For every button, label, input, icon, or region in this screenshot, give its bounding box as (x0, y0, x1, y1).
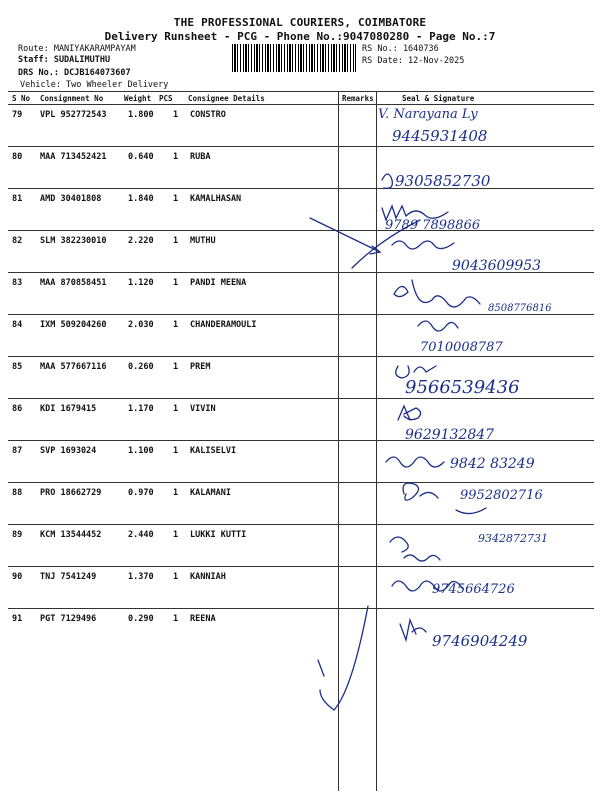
row-weight: 1.100 (128, 446, 154, 456)
row-consignee: KANNIAH (190, 572, 226, 582)
handwritten-phone: 9746904249 (432, 632, 528, 650)
row-weight: 0.260 (128, 362, 154, 372)
handwritten-phone: 9745664726 (432, 582, 515, 597)
row-weight: 1.170 (128, 404, 154, 414)
row-consignment: IXM 509204260 (40, 320, 107, 330)
col-seal: Seal & Signature (402, 94, 475, 103)
row-consignment: TNJ 7541249 (40, 572, 97, 582)
signature-scribble (400, 620, 426, 640)
row-consignment: PRO 18662729 (40, 488, 102, 498)
handwritten-phone: 9566539436 (405, 377, 520, 398)
row-pcs: 1 (173, 404, 179, 414)
row-sno: 91 (12, 614, 23, 624)
row-weight: 1.800 (128, 110, 154, 120)
handwritten-phone: 8508776816 (488, 303, 552, 314)
handwritten-phone: 9789 7898866 (385, 218, 481, 233)
col-consignee: Consignee Details (188, 94, 265, 103)
rs-date: RS Date: 12-Nov-2025 (362, 56, 465, 66)
signature-scribble (403, 483, 486, 513)
drs-number: DRS No.: DCJB164073607 (18, 68, 131, 78)
row-consignee: KALAMANI (190, 488, 231, 498)
row-consignee: KAMALHASAN (190, 194, 242, 204)
long-signature-stroke (318, 606, 368, 710)
col-sno: S No (12, 94, 31, 103)
row-pcs: 1 (173, 236, 179, 246)
row-pcs: 1 (173, 194, 179, 204)
row-sno: 90 (12, 572, 23, 582)
row-consignee: PREM (190, 362, 211, 372)
tamil-scribble (386, 457, 444, 467)
row-consignment: SLM 382230010 (40, 236, 107, 246)
row-weight: 2.440 (128, 530, 154, 540)
row-weight: 0.640 (128, 152, 154, 162)
handwritten-phone: 9305852730 (395, 172, 491, 190)
col-weight: Weight (124, 94, 152, 103)
company-title: THE PROFESSIONAL COURIERS, COIMBATORE (173, 16, 427, 29)
row-consignee: MUTHU (190, 236, 216, 246)
tamil-scribble (390, 537, 440, 561)
row-consignment: SVP 1693024 (40, 446, 97, 456)
col-remarks: Remarks (342, 94, 374, 103)
row-sno: 88 (12, 488, 23, 498)
tamil-scribble (392, 241, 454, 249)
staff-text: Staff: SUDALIMUTHU (18, 55, 111, 65)
row-weight: 1.120 (128, 278, 154, 288)
row-weight: 0.290 (128, 614, 154, 624)
route-text: Route: MANIYAKARAMPAYAM (18, 44, 136, 54)
handwritten-phone: 9043609953 (452, 258, 542, 274)
row-consignment: MAA 870858451 (40, 278, 107, 288)
tamil-scribble (418, 321, 458, 331)
handwritten-phone: 7010008787 (420, 340, 503, 355)
row-consignment: VPL 952772543 (40, 110, 107, 120)
row-weight: 2.030 (128, 320, 154, 330)
row-consignment: KCM 13544452 (40, 530, 102, 540)
row-pcs: 1 (173, 572, 179, 582)
row-sno: 85 (12, 362, 23, 372)
row-consignee: CHANDERAMOULI (190, 320, 257, 330)
row-sno: 89 (12, 530, 23, 540)
row-consignment: PGT 7129496 (40, 614, 97, 624)
row-pcs: 1 (173, 110, 179, 120)
row-pcs: 1 (173, 488, 179, 498)
row-sno: 83 (12, 278, 23, 288)
row-weight: 1.840 (128, 194, 154, 204)
handwritten-phone: 9952802716 (460, 488, 543, 503)
row-sno: 87 (12, 446, 23, 456)
row-pcs: 1 (173, 320, 179, 330)
row-consignment: MAA 577667116 (40, 362, 107, 372)
row-pcs: 1 (173, 278, 179, 288)
col-consignment: Consignment No (40, 94, 104, 103)
signature-scribble (394, 280, 480, 307)
row-pcs: 1 (173, 614, 179, 624)
row-pcs: 1 (173, 446, 179, 456)
row-consignee: REENA (190, 614, 216, 624)
vehicle-text: Vehicle: Two Wheeler Delivery (20, 80, 169, 90)
handwritten-phone: 9445931408 (392, 127, 488, 145)
row-pcs: 1 (173, 362, 179, 372)
initials-scribble (382, 174, 448, 220)
runsheet-subtitle: Delivery Runsheet - PCG - Phone No.:9047080280 - Page No.:7 (104, 30, 496, 43)
signature-scribble (398, 406, 421, 420)
row-consignment: MAA 713452421 (40, 152, 107, 162)
tamil-scribble (392, 581, 462, 591)
row-sno: 84 (12, 320, 23, 330)
row-sno: 86 (12, 404, 23, 414)
handwritten-phone: 9342872731 (478, 532, 548, 545)
handwritten-phone: 9629132847 (405, 427, 495, 443)
row-consignee: VIVIN (190, 404, 216, 414)
row-consignee: KALISELVI (190, 446, 237, 456)
row-consignee: RUBA (190, 152, 211, 162)
handwritten-signature: V. Narayana Ly (378, 107, 478, 122)
row-consignee: CONSTRO (190, 110, 226, 120)
initials-scribble (396, 366, 436, 378)
row-consignee: LUKKI KUTTI (190, 530, 247, 540)
row-pcs: 1 (173, 530, 179, 540)
row-sno: 82 (12, 236, 23, 246)
col-pcs: PCS (159, 94, 173, 103)
row-weight: 2.220 (128, 236, 154, 246)
row-sno: 80 (12, 152, 23, 162)
rs-number: RS No.: 1640736 (362, 44, 439, 54)
row-consignment: AMD 30401808 (40, 194, 102, 204)
row-consignee: PANDI MEENA (190, 278, 247, 288)
row-consignment: KDI 1679415 (40, 404, 97, 414)
row-weight: 1.370 (128, 572, 154, 582)
row-sno: 81 (12, 194, 23, 204)
handwritten-phone: 9842 83249 (450, 456, 535, 472)
row-sno: 79 (12, 110, 23, 120)
row-weight: 0.970 (128, 488, 154, 498)
row-pcs: 1 (173, 152, 179, 162)
